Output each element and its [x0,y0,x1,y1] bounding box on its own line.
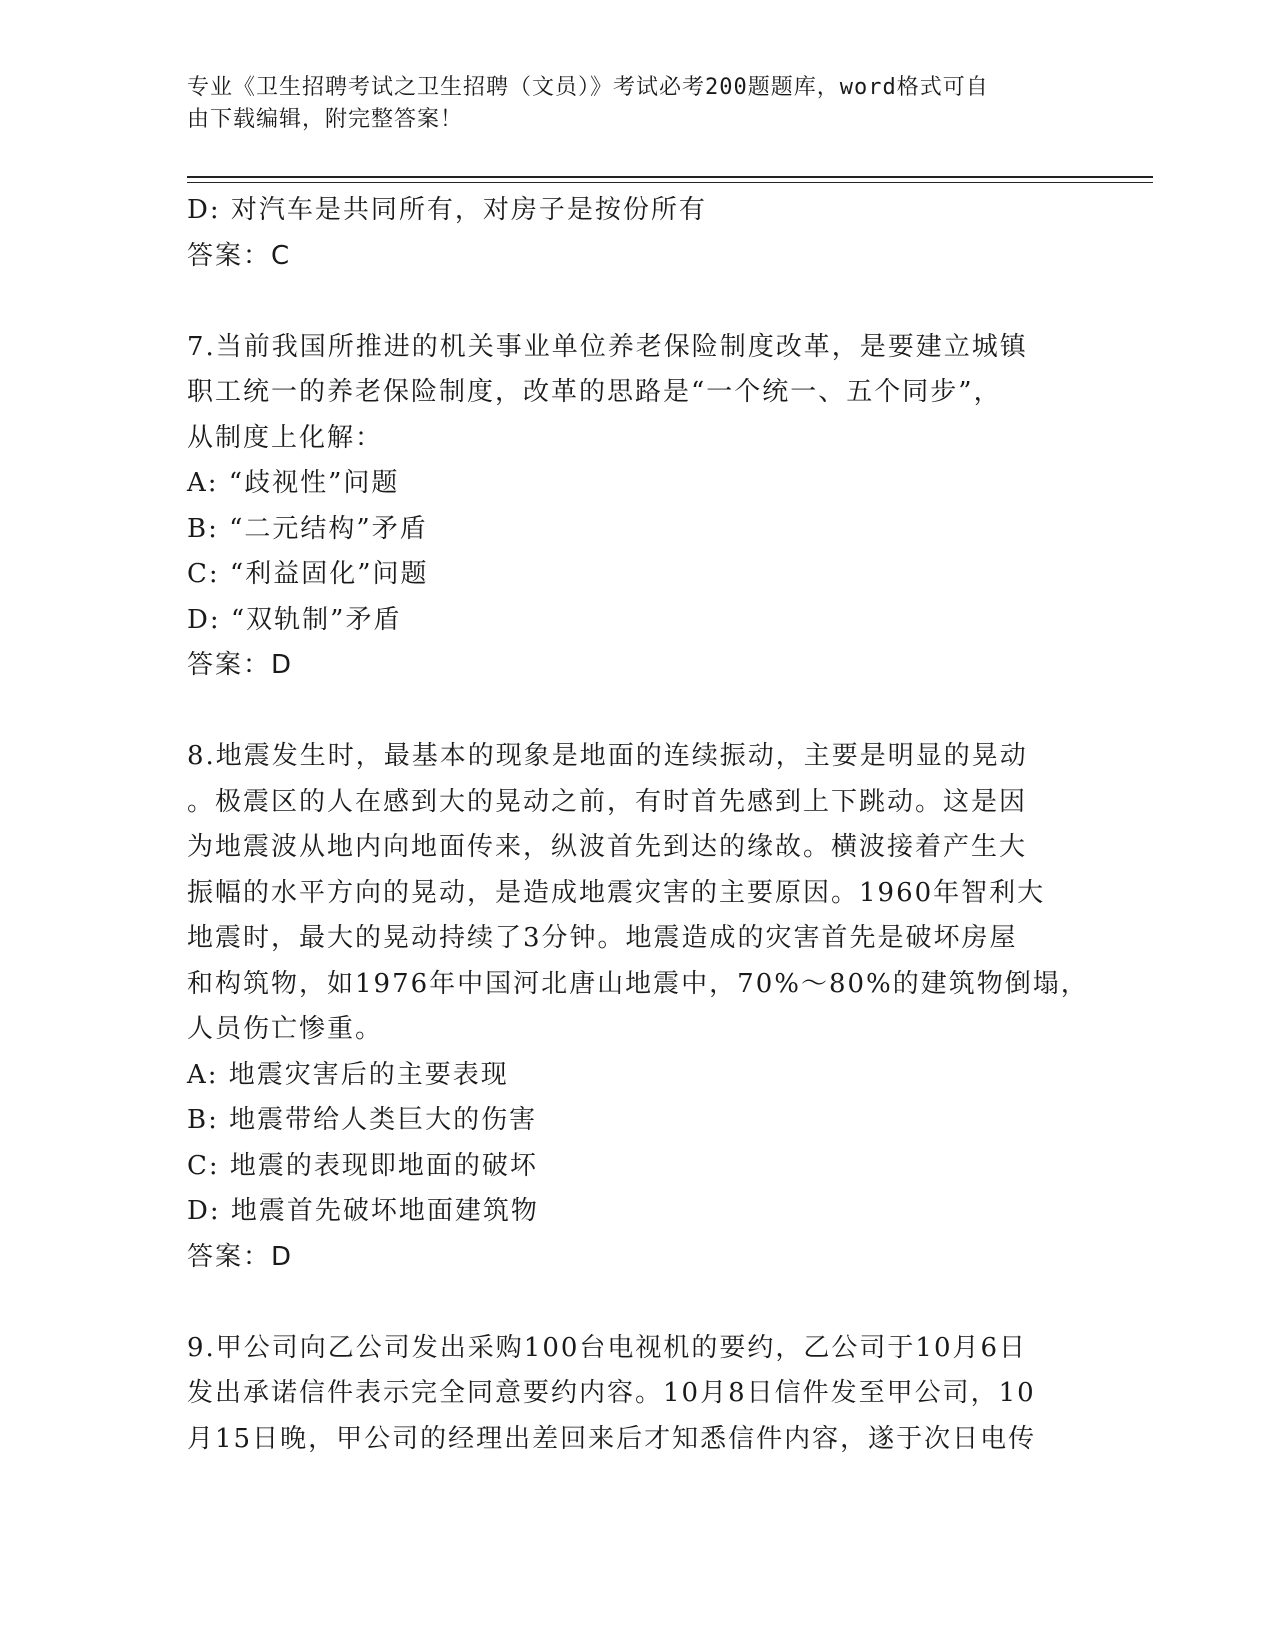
option-b: B: “二元结构”矛盾 [187,513,428,544]
page-header [187,72,1067,136]
question-content [187,188,1089,1462]
option-d: D: 地震首先破坏地面建筑物 [187,1196,539,1226]
question-stem-line: 9.甲公司向乙公司发出采购100台电视机的要约，乙公司于10月6日 [187,1332,1028,1363]
question-8 [187,734,1089,1280]
question-stem-line: 人员伤亡惨重。 [187,1014,384,1044]
question-stem-line: 8.地震发生时，最基本的现象是地面的连续振动，主要是明显的晃动 [187,741,1028,771]
answer-line: 答案：D [187,650,294,680]
question-stem-line: 职工统一的养老保险制度，改革的思路是“一个统一、五个同步”， [187,377,1002,407]
option-a: A: “歧视性”问题 [187,468,400,498]
question-stem-line: 发出承诺信件表示完全同意要约内容。10月8日信件发至甲公司，10 [187,1378,1036,1408]
header-line: 专业《卫生招聘考试之卫生招聘（文员）》考试必考200题题库，word格式可自 [187,75,989,100]
option-b: B: 地震带给人类巨大的伤害 [187,1105,538,1135]
option-c: C: 地震的表现即地面的破坏 [187,1150,538,1181]
question-stem-line: 月15日晚，甲公司的经理出差回来后才知悉信件内容，遂于次日电传 [187,1423,1037,1454]
spacer [187,689,1067,735]
question-stem-line: 7.当前我国所推进的机关事业单位养老保险制度改革，是要建立城镇 [187,331,1028,362]
header-line: 由下载编辑，附完整答案！ [187,107,464,132]
answer-line: 答案：D [187,1241,294,1272]
question-7 [187,325,1067,689]
option-a: A: 地震灾害后的主要表现 [187,1059,509,1090]
header-rule-thin [187,182,1153,183]
question-stem-line: 。极震区的人在感到大的晃动之前，有时首先感到上下跳动。这是因 [187,786,1028,817]
option-c: C: “利益固化”问题 [187,559,429,589]
option-d: D: 对汽车是共同所有，对房子是按份所有 [187,195,707,225]
question-stem-line: 地震时，最大的晃动持续了3分钟。地震造成的灾害首先是破坏房屋 [187,923,1018,953]
option-d: D: “双轨制”矛盾 [187,604,402,635]
header-rule-thick [187,176,1153,178]
question-stem-line: 从制度上化解： [187,422,384,453]
question-stem-line: 振幅的水平方向的晃动，是造成地震灾害的主要原因。1960年智利大 [187,877,1046,908]
question-stem-line: 和构筑物，如1976年中国河北唐山地震中，70%～80%的建筑物倒塌， [187,968,1089,999]
spacer [187,1280,1067,1326]
question-9 [187,1326,1067,1463]
question-stem-line: 为地震波从地内向地面传来，纵波首先到达的缘故。横波接着产生大 [187,832,1028,862]
spacer [187,279,1067,325]
answer-line: 答案：C [187,240,292,271]
